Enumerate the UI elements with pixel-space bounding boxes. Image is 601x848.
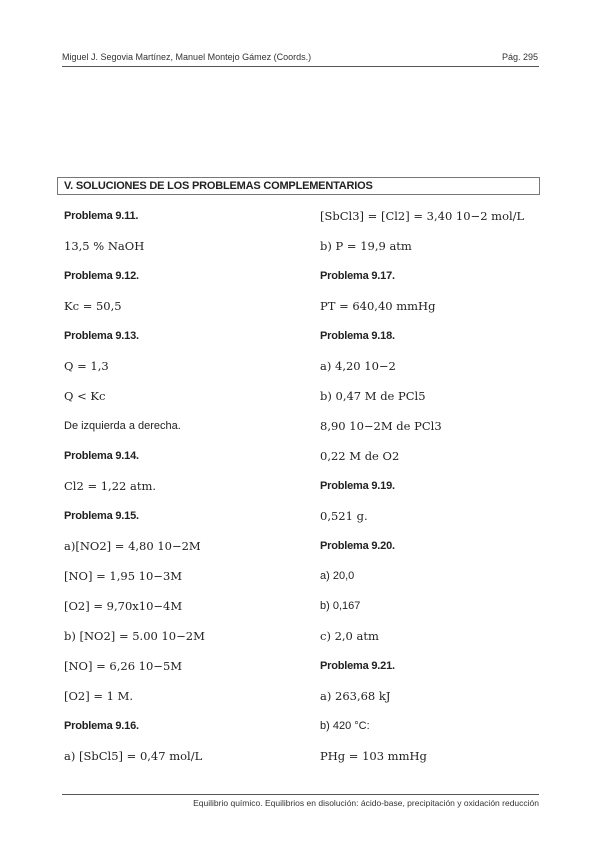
solution-line: a) 263,68 kJ [320, 689, 391, 703]
header-authors: Miguel J. Segovia Martínez, Manuel Montejo Gámez (Coords.) [62, 52, 312, 62]
solution-line: b) 420 °C: [320, 720, 370, 732]
problem-heading: Problema 9.12. [64, 270, 139, 282]
solution-line: [O2] = 1 M. [64, 689, 134, 703]
solution-line: b) P = 19,9 atm [320, 239, 412, 253]
solution-line: Q = 1,3 [64, 359, 109, 373]
page-footer [62, 794, 539, 808]
solution-line: [SbCl3] = [Cl2] = 3,40 10−2 mol/L [320, 209, 525, 223]
solution-line: [NO] = 1,95 10−3M [64, 569, 183, 583]
solution-line: b) 0,167 [320, 600, 361, 612]
solution-line: De izquierda a derecha. [64, 420, 181, 432]
right-column [320, 208, 550, 778]
solution-line: PT = 640,40 mmHg [320, 299, 436, 313]
problem-heading: Problema 9.14. [64, 450, 139, 462]
problem-heading: Problema 9.11. [64, 210, 139, 222]
solution-line: c) 2,0 atm [320, 629, 379, 643]
problem-heading: Problema 9.16. [64, 720, 139, 732]
problem-heading: Problema 9.15. [64, 510, 139, 522]
problem-heading: Problema 9.18. [320, 330, 395, 342]
left-column [64, 208, 294, 778]
section-title-box [57, 177, 540, 195]
solution-line: a)[NO2] = 4,80 10−2M [64, 539, 201, 553]
solution-line: Cl2 = 1,22 atm. [64, 479, 157, 493]
solution-line: PHg = 103 mmHg [320, 749, 427, 763]
solution-line: a) 4,20 10−2 [320, 359, 396, 373]
section-title: V. SOLUCIONES DE LOS PROBLEMAS COMPLEMENTARIOS [64, 180, 373, 192]
solution-line: Q < Kc [64, 389, 106, 403]
solution-line: 13,5 % NaOH [64, 239, 145, 253]
solution-line: Kc = 50,5 [64, 299, 122, 313]
solution-line: a) [SbCl5] = 0,47 mol/L [64, 749, 203, 763]
header-page-number: Pág. 295 [501, 52, 538, 62]
problem-heading: Problema 9.13. [64, 330, 139, 342]
page-header [62, 50, 539, 67]
solution-line: 0,521 g. [320, 509, 368, 523]
footer-text: Equilibrio químico. Equilibrios en disolución: ácido-base, precipitación y oxidación reducción [193, 798, 539, 808]
solution-line: [NO] = 6,26 10−5M [64, 659, 183, 673]
solution-line: [O2] = 9,70x10−4M [64, 599, 183, 613]
solution-line: b) 0,47 M de PCl5 [320, 389, 426, 403]
solution-line: 0,22 M de O2 [320, 449, 400, 463]
problem-heading: Problema 9.19. [320, 480, 395, 492]
solution-line: 8,90 10−2M de PCl3 [320, 419, 442, 433]
problem-heading: Problema 9.17. [320, 270, 395, 282]
solution-line: b) [NO2] = 5.00 10−2M [64, 629, 205, 643]
problem-heading: Problema 9.21. [320, 660, 395, 672]
problem-heading: Problema 9.20. [320, 540, 395, 552]
solution-line: a) 20,0 [320, 570, 355, 582]
